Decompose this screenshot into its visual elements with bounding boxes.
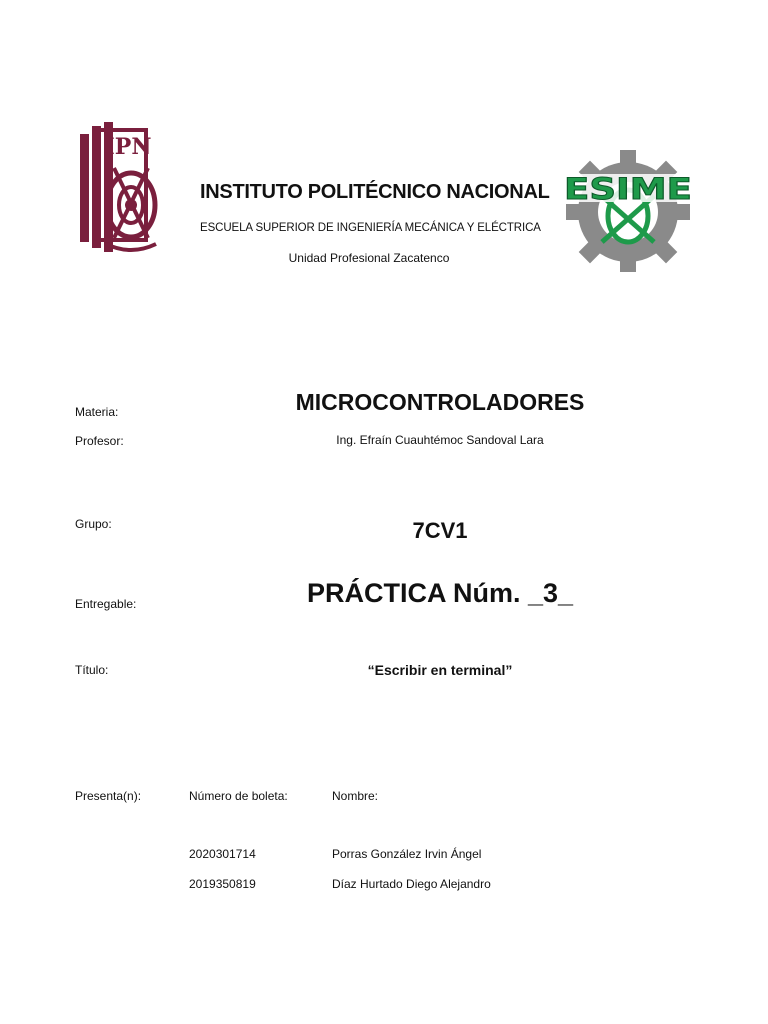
grupo-label: Grupo:: [75, 517, 112, 531]
presenta-label: Presenta(n):: [75, 789, 142, 803]
svg-text:IPN: IPN: [104, 134, 152, 160]
esime-logo-text: ESIME: [564, 172, 692, 206]
unit-name: Unidad Profesional Zacatenco: [288, 251, 450, 265]
boleta-header: Número de boleta:: [189, 789, 288, 803]
boleta-value: 2020301714: [189, 847, 256, 861]
titulo-value: “Escribir en terminal”: [367, 662, 513, 678]
materia-value: MICROCONTROLADORES: [295, 389, 585, 415]
materia-label: Materia:: [75, 405, 119, 419]
entregable-value: PRÁCTICA Núm. _3_: [306, 578, 574, 608]
grupo-value: 7CV1: [412, 518, 468, 543]
profesor-label: Profesor:: [75, 434, 124, 448]
entregable-label: Entregable:: [75, 597, 137, 611]
titulo-label: Título:: [75, 663, 109, 677]
nombre-value: Díaz Hurtado Diego Alejandro: [332, 877, 491, 891]
nombre-value: Porras González Irvin Ángel: [332, 847, 482, 861]
nombre-header: Nombre:: [332, 789, 379, 803]
institution-name: INSTITUTO POLITÉCNICO NACIONAL: [200, 181, 550, 203]
esime-logo: [560, 146, 696, 272]
ipn-logo: [76, 120, 166, 256]
school-name: ESCUELA SUPERIOR DE INGENIERÍA MECÁNICA Y ELÉCTRICA: [200, 222, 541, 234]
profesor-value: Ing. Efraín Cuauhtémoc Sandoval Lara: [336, 433, 544, 447]
boleta-value: 2019350819: [189, 877, 256, 891]
